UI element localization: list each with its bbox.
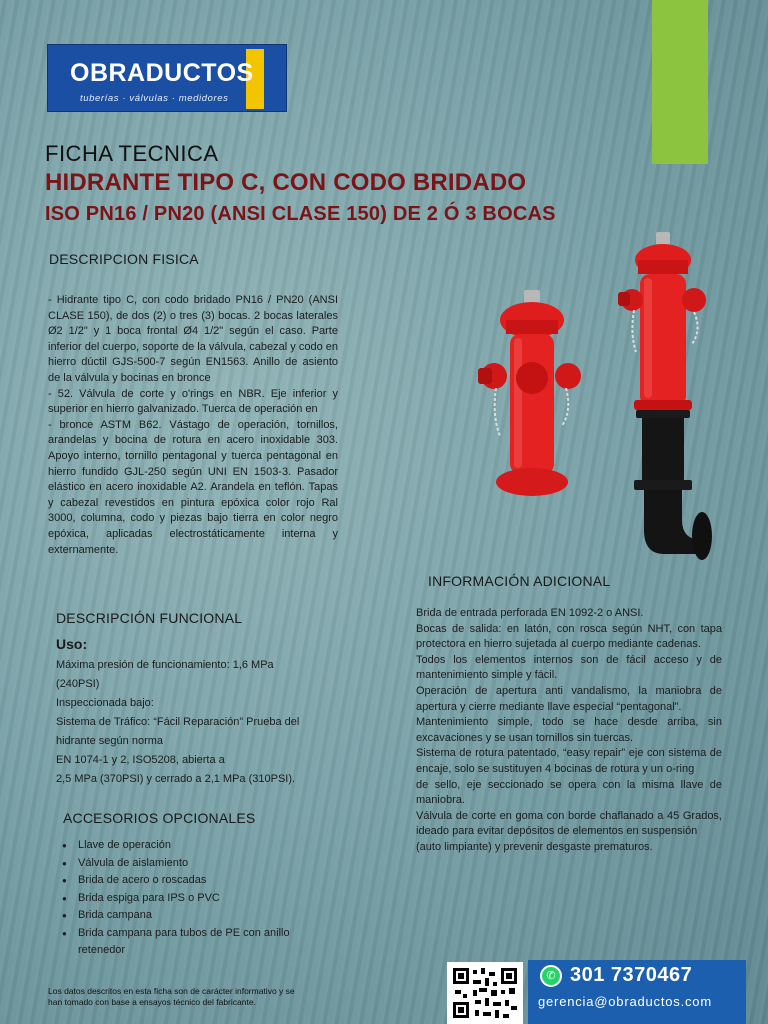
company-logo (47, 44, 287, 112)
list-item: ● Brida campana (62, 907, 332, 925)
hydrant-tall-image (614, 230, 718, 566)
hydrant-cap (656, 232, 670, 246)
descripcion-funcional (56, 636, 306, 789)
hydrant-column (642, 418, 684, 482)
document-type-title: FICHA TECNICA (45, 141, 219, 166)
paragraph: Operación de apertura anti vandalismo, la maniobra de apertura y cierre mediante llave especial “pentagonal”. (416, 684, 722, 713)
list-item: ● Brida campana para tubos de PE con anillo retenedor (62, 925, 332, 960)
list-item: ● Válvula de aislamiento (62, 855, 332, 873)
descripcion-fisica-text (48, 293, 338, 558)
logo-text: OBRADUCTOS (70, 59, 254, 87)
paragraph: de sello, eje seccionado se opera con la misma llave de maniobra. (416, 778, 722, 807)
hydrant-elbow-flange (692, 512, 712, 560)
paragraph: - 52. Válvula de corte y o'rings en NBR. Eje inferior y superior en hierro galvanizado. Tuerca de operación en (48, 387, 338, 416)
list-item: ● Brida espiga para IPS o PVC (62, 890, 332, 908)
paragraph: (auto limpiante) y prevenir desgaste prematuros. (416, 840, 653, 853)
funcional-line: Sistema de Tráfico: “Fácil Reparación” Prueba del hidrante según norma (56, 716, 300, 747)
product-title: HIDRANTE TIPO C, CON CODO BRIDADO (45, 169, 527, 196)
heading-informacion-adicional: INFORMACIÓN ADICIONAL (428, 573, 611, 589)
hydrant-cap (524, 290, 540, 304)
email-link[interactable]: gerencia@obraductos.com (538, 994, 712, 1009)
hydrant-front-outlet (516, 362, 548, 394)
paragraph: Sistema de rotura patentado, “easy repair” eje con sistema de encaje, solo se sustituyen 4 bocinas de rotura y un o-ring (416, 747, 722, 775)
decorative-green-bar (652, 0, 708, 164)
hydrant-base (496, 468, 568, 496)
list-item: ● Brida de acero o roscadas (62, 872, 332, 890)
product-subtitle: ISO PN16 / PN20 (ANSI CLASE 150) DE 2 Ó 3 BOCAS (45, 203, 556, 225)
informacion-adicional-text (416, 606, 722, 856)
hydrant-short-image (474, 286, 586, 502)
uso-label: Uso: (56, 636, 88, 652)
paragraph: Mantenimiento simple, todo se hace desde arriba, sin excavaciones y se usan tornillos sin tuercas. (416, 716, 722, 744)
accesorios-list (62, 837, 332, 960)
qr-code-icon[interactable] (447, 962, 523, 1024)
heading-accesorios: ACCESORIOS OPCIONALES (63, 810, 256, 826)
list-item: ● Llave de operación (62, 837, 332, 855)
whatsapp-icon: ✆ (540, 965, 562, 987)
paragraph: Todos los elementos internos son de fácil acceso y de mantenimiento simple y fácil. (416, 653, 722, 682)
contact-box (528, 960, 746, 1024)
paragraph: Brida de entrada perforada EN 1092-2 o ANSI. (416, 607, 644, 619)
phone-row[interactable] (540, 964, 692, 987)
disclaimer-text: Los datos descritos en esta ficha son de carácter informativo y se han tomado con base a ensayos técnico del fabricante. (48, 986, 295, 1007)
heading-descripcion-fisica: DESCRIPCION FISICA (49, 251, 199, 267)
paragraph: Bocas de salida: en latón, con rosca según NHT, con tapa protectora en hierro sujetada al cuerpo mediante cadenas. (416, 622, 722, 651)
funcional-line: 2,5 MPa (370PSI) y cerrado a 2,1 MPa (310PSI). (56, 773, 296, 785)
paragraph: - Hidrante tipo C, con codo bridado PN16 / PN20 (ANSI CLASE 150), de dos (2) o tres (3) bocas. 2 bocas laterales Ø2 1/2" y 1 boca frontal Ø4 1/2" según el caso. Parte inferior del cuerpo, soporte de la válvula, cabezal y codo en hierro dúctil GJS-500-7 según EN1563. Anillo de asiento de la válvula y bocinas en bronce (48, 294, 338, 384)
phone-number: 301 7370467 (570, 964, 693, 986)
heading-descripcion-funcional: DESCRIPCIÓN FUNCIONAL (56, 610, 243, 626)
hydrant-flange (636, 410, 690, 418)
paragraph: Válvula de corte en goma con borde chaflanado a 45 Grados, ideado para evitar depósitos de elementos en suspensión (416, 809, 722, 838)
logo-tagline: tuberías · válvulas · medidores (80, 93, 229, 104)
funcional-line: Máxima presión de funcionamiento: 1,6 MPa (240PSI) (56, 659, 274, 690)
hydrant-side-outlet (555, 363, 581, 389)
paragraph: - bronce ASTM B62. Vástago de operación, tornillos, arandelas y bocina de rotura en acero inoxidable 303. Apoyo interno, tornillo pentagonal y tuerca pentagonal en hierro fundido GJL-250 según UNI EN 1503-3. Pasador elástico en acero inoxidable A2. Arandela en teflón. Tapas y cabezal revestidos en pintura epóxica color rojo Ral 3000, columna, codo y piezas bajo tierra en color negro epóxica, aplicadas electrostáticamente interna y externamente. (48, 418, 338, 556)
funcional-line: EN 1074-1 y 2, ISO5208, abierta a (56, 754, 225, 766)
hydrant-side-outlet (682, 288, 706, 312)
funcional-line: Inspeccionada bajo: (56, 697, 154, 709)
